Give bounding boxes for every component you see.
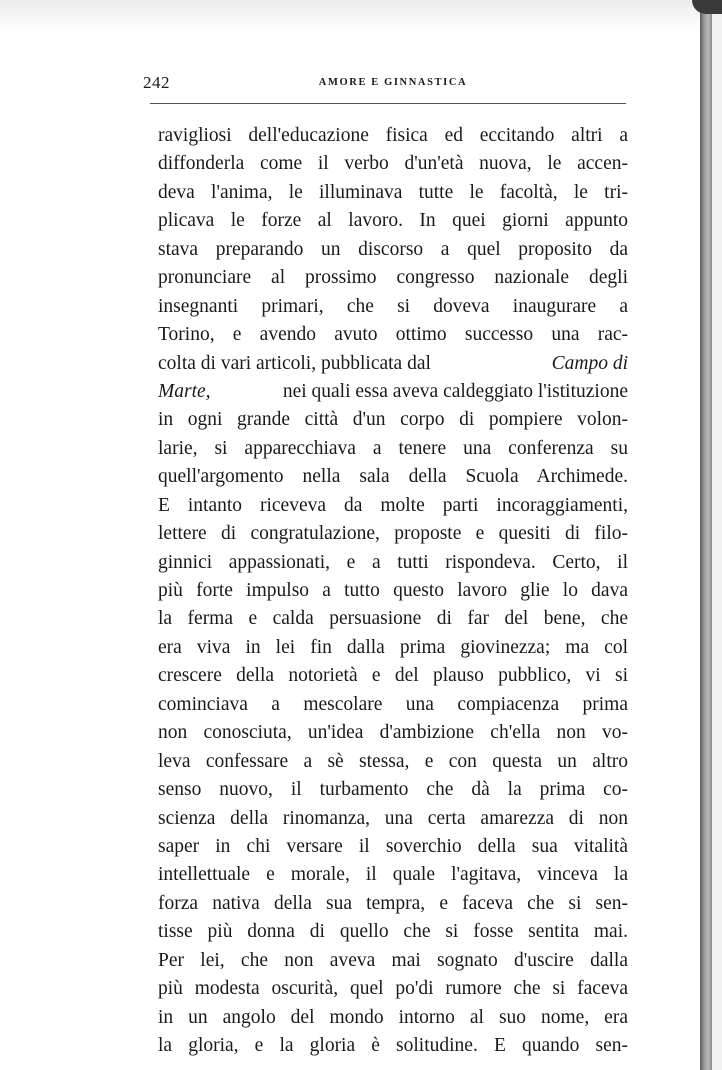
- text-line: E intanto riceveva da molte parti incoraggiamenti,: [158, 494, 628, 516]
- scan-margin-right: [712, 0, 722, 1070]
- text-line: non conosciuta, un'idea d'ambizione ch'ella non vo-: [158, 722, 628, 744]
- page-header: [143, 73, 623, 93]
- text-line: era viva in lei fin dalla prima giovinezza; ma col: [158, 636, 628, 658]
- text-line: lettere di congratulazione, proposte e quesiti di filo-: [158, 523, 628, 545]
- text-line: più modesta oscurità, quel po'di rumore che si faceva: [158, 978, 628, 1000]
- scan-shadow-top: [0, 0, 700, 30]
- text-line: [158, 378, 628, 406]
- page-number: 242: [143, 73, 170, 92]
- text-line: più forte impulso a tutto questo lavoro glie lo dava: [158, 580, 628, 601]
- text-fragment: colta di vari articoli, pubblicata dal: [158, 352, 431, 374]
- text-line: in un angolo del mondo intorno al suo nome, era: [158, 1006, 628, 1028]
- text-line: quell'argomento nella sala della Scuola Archimede.: [158, 466, 628, 488]
- text-line: leva confessare a sè stessa, e con questa un altro: [158, 750, 628, 772]
- text-line: intellettuale e morale, il quale l'agitava, vinceva la: [158, 864, 628, 886]
- text-line: tisse più donna di quello che si fosse sentita mai.: [158, 921, 628, 943]
- text-line: deva l'anima, le illuminava tutte le facoltà, le tri-: [158, 181, 628, 203]
- text-line: larie, si apparecchiava a tenere una conferenza su: [158, 437, 628, 459]
- running-title: AMORE E GINNASTICA: [318, 77, 468, 88]
- text-line: [158, 350, 628, 378]
- text-fragment: nei quali essa aveva caldeggiato l'istituzione: [282, 380, 628, 402]
- italic-title-fragment: Marte,: [158, 380, 211, 402]
- text-line: plicava le forze al lavoro. In quei giorni appunto: [158, 210, 628, 232]
- header-rule: [150, 103, 626, 104]
- text-line: ravigliosi dell'educazione fisica ed eccitando altri a: [158, 125, 628, 146]
- text-line: diffonderla come il verbo d'un'età nuova, le accen-: [158, 153, 628, 175]
- book-page-edge: [700, 0, 712, 1070]
- text-line: Per lei, che non aveva mai sognato d'uscire dalla: [158, 949, 628, 971]
- italic-title-fragment: Campo di: [551, 352, 628, 374]
- text-line: Torino, e avendo avuto ottimo successo una rac-: [158, 324, 628, 346]
- body-text: [158, 122, 628, 1060]
- text-line: pronunciare al prossimo congresso nazionale degli: [158, 267, 628, 289]
- text-line: stava preparando un discorso a quel proposito da: [158, 238, 628, 260]
- text-line: scienza della rinomanza, una certa amarezza di non: [158, 807, 628, 829]
- text-line: crescere della notorietà e del plauso pubblico, vi si: [158, 665, 628, 687]
- text-line: cominciava a mescolare una compiacenza prima: [158, 693, 628, 715]
- text-line: in ogni grande città d'un corpo di pompiere volon-: [158, 409, 628, 431]
- text-line: forza nativa della sua tempra, e faceva che si sen-: [158, 892, 628, 914]
- text-line: saper in chi versare il soverchio della sua vitalità: [158, 835, 628, 857]
- text-line: la ferma e calda persuasione di far del bene, che: [158, 608, 628, 630]
- text-line: la gloria, e la gloria è solitudine. E quando sen-: [158, 1035, 628, 1056]
- text-line: ginnici appassionati, e a tutti rispondeva. Certo, il: [158, 551, 628, 573]
- text-line: insegnanti primari, che si doveva inaugurare a: [158, 295, 628, 317]
- text-line: senso nuovo, il turbamento che dà la prima co-: [158, 779, 628, 801]
